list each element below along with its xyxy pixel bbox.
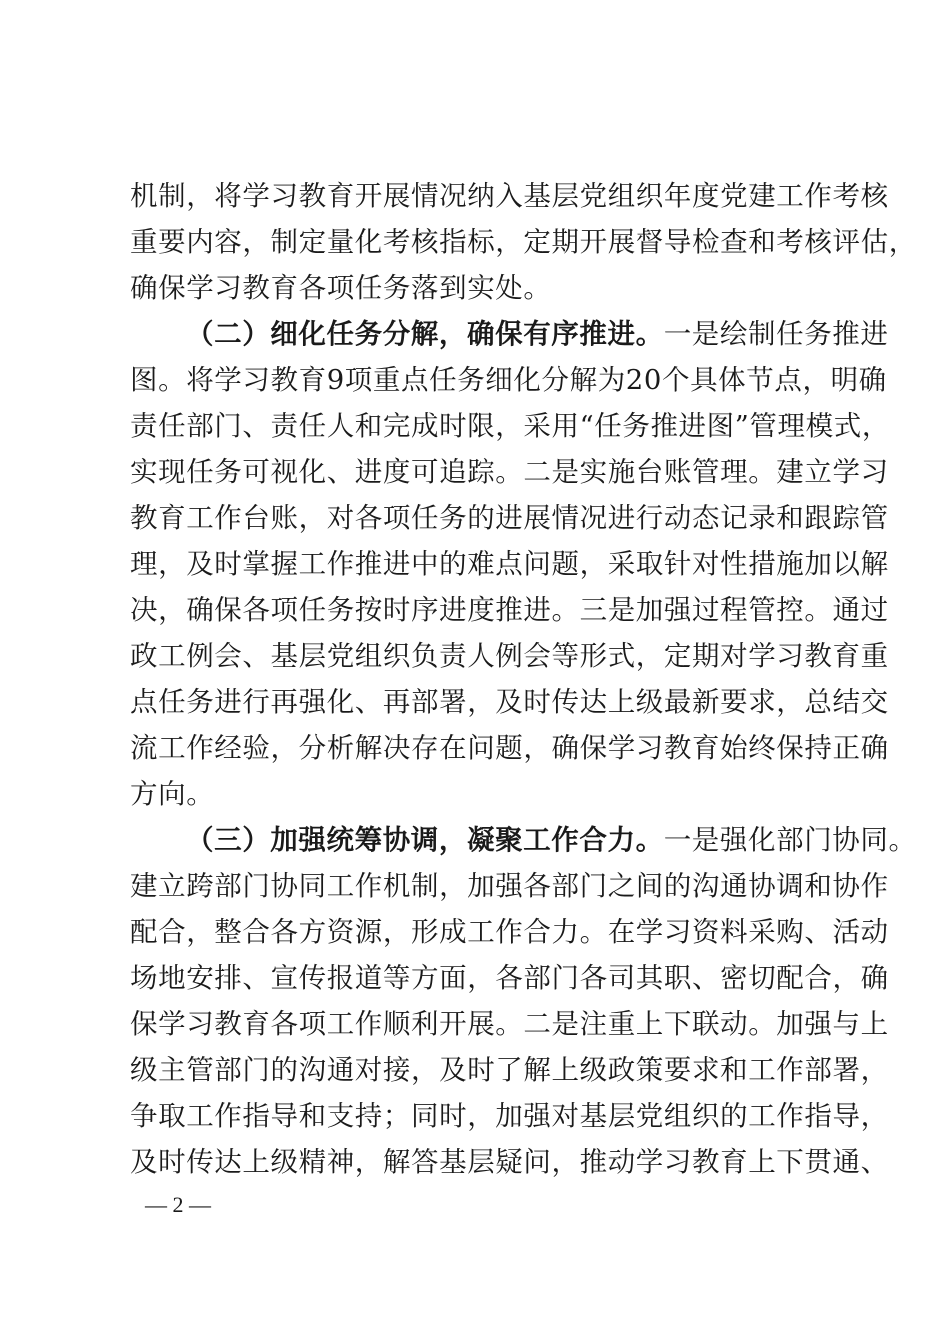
paragraph-2-line-4: 实现任务可视化、进度可追踪。二是实施台账管理。建立学习 [130,456,889,488]
paragraph-2-line-8: 政工例会、基层党组织负责人例会等形式，定期对学习教育重 [130,640,889,672]
paragraph-1-line-1: 机制，将学习教育开展情况纳入基层党组织年度党建工作考核 [130,180,889,212]
paragraph-3-line-6: 级主管部门的沟通对接，及时了解上级政策要求和工作部署， [130,1054,889,1086]
paragraph-3-line-2: 建立跨部门协同工作机制，加强各部门之间的沟通协调和协作 [130,870,889,902]
paragraph-2-first-line-text: 一是绘制任务推进 [663,318,889,350]
paragraph-3-heading: （三）加强统筹协调，凝聚工作合力。 [186,824,664,856]
paragraph-2-line-10: 流工作经验，分析解决存在问题，确保学习教育始终保持正确 [130,732,889,764]
paragraph-3-first-line [186,817,917,863]
page-number: — 2 — [145,1192,211,1217]
paragraph-3-first-line-text: 一是强化部门协同。 [663,824,917,856]
paragraph-3-line-5: 保学习教育各项工作顺利开展。二是注重上下联动。加强与上 [130,1008,889,1040]
paragraph-2-heading: （二）细化任务分解，确保有序推进。 [186,318,664,350]
paragraph-1-line-3: 确保学习教育各项任务落到实处。 [130,272,552,304]
paragraph-2-line-5: 教育工作台账，对各项任务的进展情况进行动态记录和跟踪管 [130,502,889,534]
paragraph-2-line-6: 理，及时掌握工作推进中的难点问题，采取针对性措施加以解 [130,548,889,580]
paragraph-3-line-7: 争取工作指导和支持；同时，加强对基层党组织的工作指导， [130,1100,889,1132]
paragraph-1-line-2: 重要内容，制定量化考核指标，定期开展督导检查和考核评估， [130,226,917,258]
paragraph-2-line-11: 方向。 [130,778,215,810]
paragraph-2-line-3: 责任部门、责任人和完成时限，采用“任务推进图”管理模式， [130,410,890,442]
paragraph-2-line-2: 图。将学习教育9项重点任务细化分解为20个具体节点，明确 [130,364,887,396]
paragraph-3-line-8: 及时传达上级精神，解答基层疑问，推动学习教育上下贯通、 [130,1146,889,1178]
paragraph-3-line-4: 场地安排、宣传报道等方面，各部门各司其职、密切配合，确 [130,962,889,994]
paragraph-2-line-7: 决，确保各项任务按时序进度推进。三是加强过程管控。通过 [130,594,889,626]
paragraph-3-line-3: 配合，整合各方资源，形成工作合力。在学习资料采购、活动 [130,916,889,948]
paragraph-2-first-line [186,311,889,357]
paragraph-2-line-9: 点任务进行再强化、再部署，及时传达上级最新要求，总结交 [130,686,889,718]
